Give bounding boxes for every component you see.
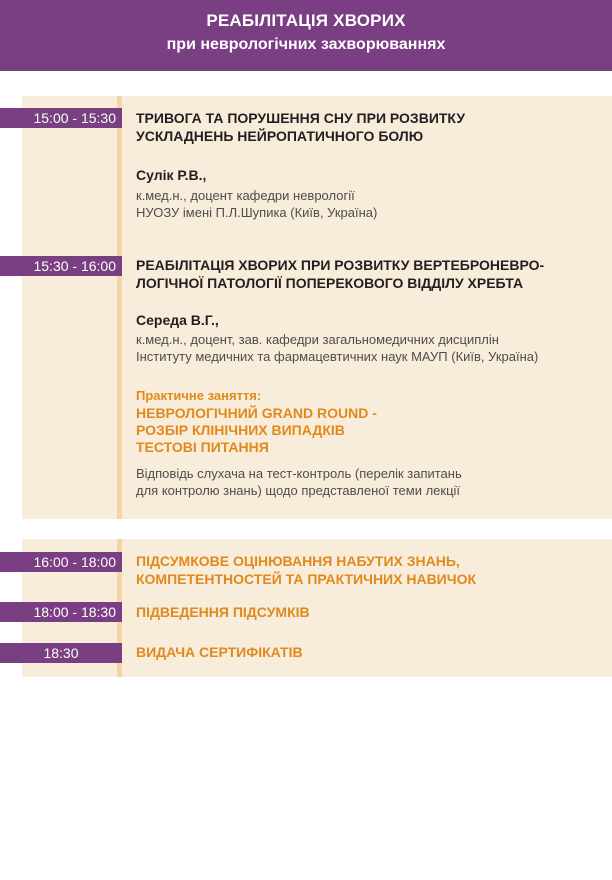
item-time: 16:00 - 18:00 (0, 552, 122, 572)
item-title-line: ПІДВЕДЕННЯ ПІДСУМКІВ (136, 604, 310, 620)
speaker-name: Середа В.Г., (136, 312, 219, 328)
speaker-affiliation (136, 331, 538, 365)
affiliation-line: Інституту медичних та фармацевтичних наук МАУП (Київ, Україна) (136, 349, 539, 364)
timeline-divider (117, 96, 122, 519)
item-time: 18:00 - 18:30 (0, 602, 122, 622)
program-header (0, 0, 612, 71)
practical-topics (136, 405, 377, 456)
affiliation-line: к.мед.н., доцент, зав. кафедри загальномедичних дисциплін (136, 332, 499, 347)
description-line: для контролю знань) щодо представленої теми лекції (136, 483, 461, 498)
practical-topic-line: НЕВРОЛОГІЧНИЙ GRAND ROUND - (136, 405, 377, 421)
item-title (136, 552, 476, 588)
description-line: Відповідь слухача на тест-контроль (перелік запитань (136, 466, 462, 481)
session-title-line: ЛОГІЧНОЇ ПАТОЛОГІЇ ПОПЕРЕКОВОГО ВІДДІЛУ ХРЕБТА (136, 275, 524, 291)
session-title (136, 256, 544, 292)
session-title-line: УСКЛАДНЕНЬ НЕЙРОПАТИЧНОГО БОЛЮ (136, 128, 424, 144)
item-title-line: ПІДСУМКОВЕ ОЦІНЮВАННЯ НАБУТИХ ЗНАНЬ, (136, 553, 460, 569)
session-title-line: ТРИВОГА ТА ПОРУШЕННЯ СНУ ПРИ РОЗВИТКУ (136, 110, 466, 126)
session-time: 15:00 - 15:30 (0, 108, 122, 128)
session-title (136, 109, 465, 145)
header-subtitle: при неврологічних захворюваннях (166, 36, 446, 53)
session-title-line: РЕАБІЛІТАЦІЯ ХВОРИХ ПРИ РОЗВИТКУ ВЕРТЕБРОНЕВРО- (136, 257, 545, 273)
practical-label: Практичне заняття: (136, 388, 262, 403)
session-time: 15:30 - 16:00 (0, 256, 122, 276)
item-title (136, 603, 310, 621)
header-title: РЕАБІЛІТАЦІЯ ХВОРИХ (206, 11, 406, 30)
affiliation-line: НУОЗУ імені П.Л.Шупика (Київ, Україна) (136, 205, 378, 220)
practical-description (136, 465, 462, 499)
practical-topic-line: РОЗБІР КЛІНІЧНИХ ВИПАДКІВ (136, 422, 345, 438)
practical-topic-line: ТЕСТОВІ ПИТАННЯ (136, 439, 269, 455)
speaker-name: Сулік Р.В., (136, 167, 207, 183)
item-title-line: ВИДАЧА СЕРТИФІКАТІВ (136, 644, 303, 660)
affiliation-line: к.мед.н., доцент кафедри неврології (136, 188, 355, 203)
speaker-affiliation (136, 187, 377, 221)
item-title-line: КОМПЕТЕНТНОСТЕЙ ТА ПРАКТИЧНИХ НАВИЧОК (136, 571, 477, 587)
item-title (136, 643, 303, 661)
item-time: 18:30 (0, 643, 122, 663)
